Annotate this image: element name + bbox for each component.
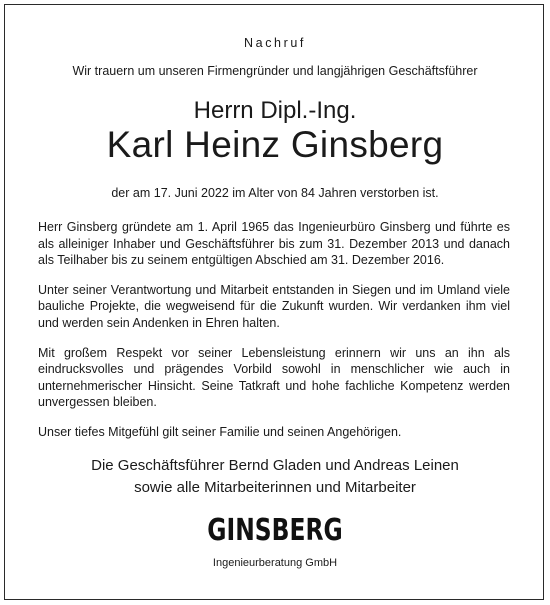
- deceased-name: Karl Heinz Ginsberg: [106, 124, 444, 165]
- company-subtitle: Ingenieurberatung GmbH: [212, 557, 338, 569]
- death-line: der am 17. Juni 2022 im Alter von 84 Jahren verstorben ist.: [111, 186, 439, 200]
- body-paragraph: Herr Ginsberg gründete am 1. April 1965 das Ingenieurbüro Ginsberg und führte es als alleiniger Inhaber und Geschäftsführer bis zum 31. Dezember 2013 und danach als Teilhaber bis zu seinem entgültigen Abschied am 31. Dezember 2016.: [38, 220, 510, 268]
- intro-line: Wir trauern um unseren Firmengründer und langjährigen Geschäftsführer: [72, 64, 478, 78]
- notice-heading: Nachruf: [244, 36, 306, 50]
- signature-line-2: sowie alle Mitarbeiterinnen und Mitarbeiter: [134, 479, 416, 496]
- company-logo: GINSBERG: [207, 513, 343, 548]
- body-paragraph: Mit großem Respekt vor seiner Lebensleistung erinnern wir uns an ihn als eindrucksvolles und prägendes Vorbild sowohl in menschlicher wie auch in unternehmerischer Hinsicht. Seine Tatkraft und hohe fachliche Kompetenz werden unvergessen bleiben.: [38, 345, 510, 410]
- honorific: Herrn Dipl.-Ing.: [193, 97, 357, 124]
- signature-line-1: Die Geschäftsführer Bernd Gladen und Andreas Leinen: [91, 457, 459, 474]
- body-paragraph: Unter seiner Verantwortung und Mitarbeit entstanden in Siegen und im Umland viele bauliche Projekte, die wegweisend für die Zukunft wurden. Wir verdanken ihm viel und werden sein Andenken in Ehren halten.: [38, 282, 510, 330]
- body-paragraph: Unser tiefes Mitgefühl gilt seiner Familie und seinen Angehörigen.: [38, 424, 402, 439]
- notice-body: [38, 219, 510, 454]
